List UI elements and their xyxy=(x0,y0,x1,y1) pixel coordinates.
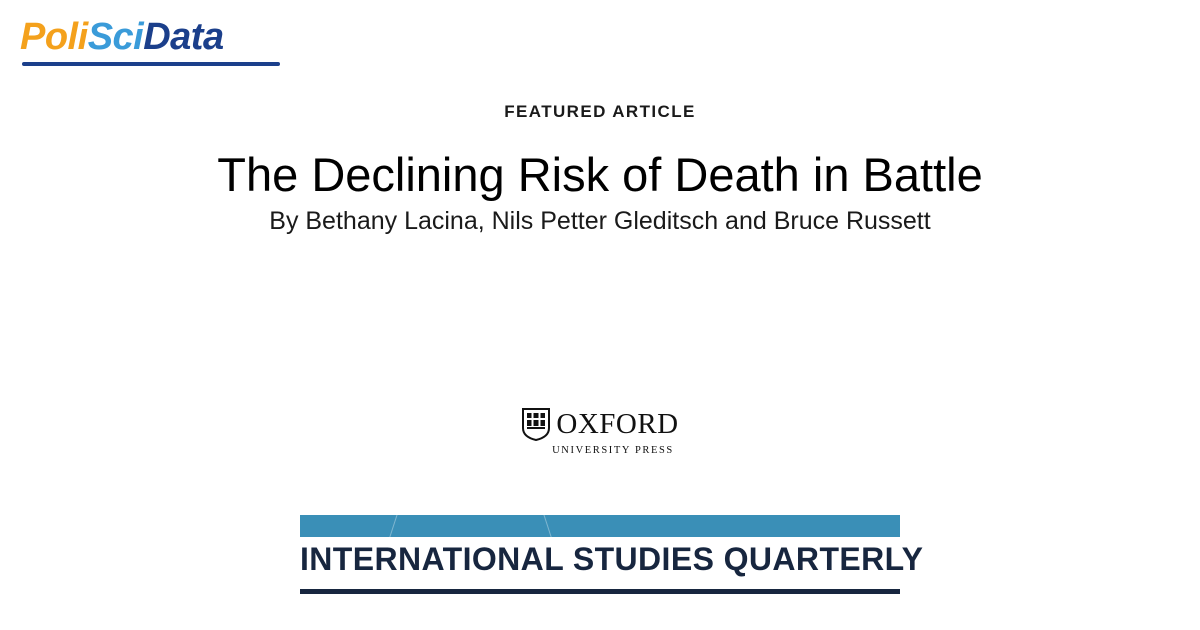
logo-text-sci: Sci xyxy=(87,16,144,58)
journal-name: INTERNATIONAL STUDIES QUARTERLY xyxy=(300,541,924,577)
logo-underline xyxy=(22,62,280,66)
featured-article-label: FEATURED ARTICLE xyxy=(504,102,696,121)
oxford-wordmark: OXFORD xyxy=(556,408,679,440)
oxford-crest-icon xyxy=(521,408,551,441)
site-logo[interactable] xyxy=(20,18,224,56)
logo-text-poli: Poli xyxy=(20,16,88,58)
logo-text-data: Data xyxy=(143,16,224,58)
journal-banner-accent-bar xyxy=(300,515,900,537)
oxford-university-press-subtitle: UNIVERSITY PRESS xyxy=(552,445,674,456)
oxford-university-press-logo xyxy=(0,408,1200,456)
page-title: The Declining Risk of Death in Battle xyxy=(217,148,983,201)
journal-banner xyxy=(300,515,924,595)
article-authors: By Bethany Lacina, Nils Petter Gleditsch and Bruce Russett xyxy=(269,207,931,235)
journal-banner-rule xyxy=(300,589,900,594)
